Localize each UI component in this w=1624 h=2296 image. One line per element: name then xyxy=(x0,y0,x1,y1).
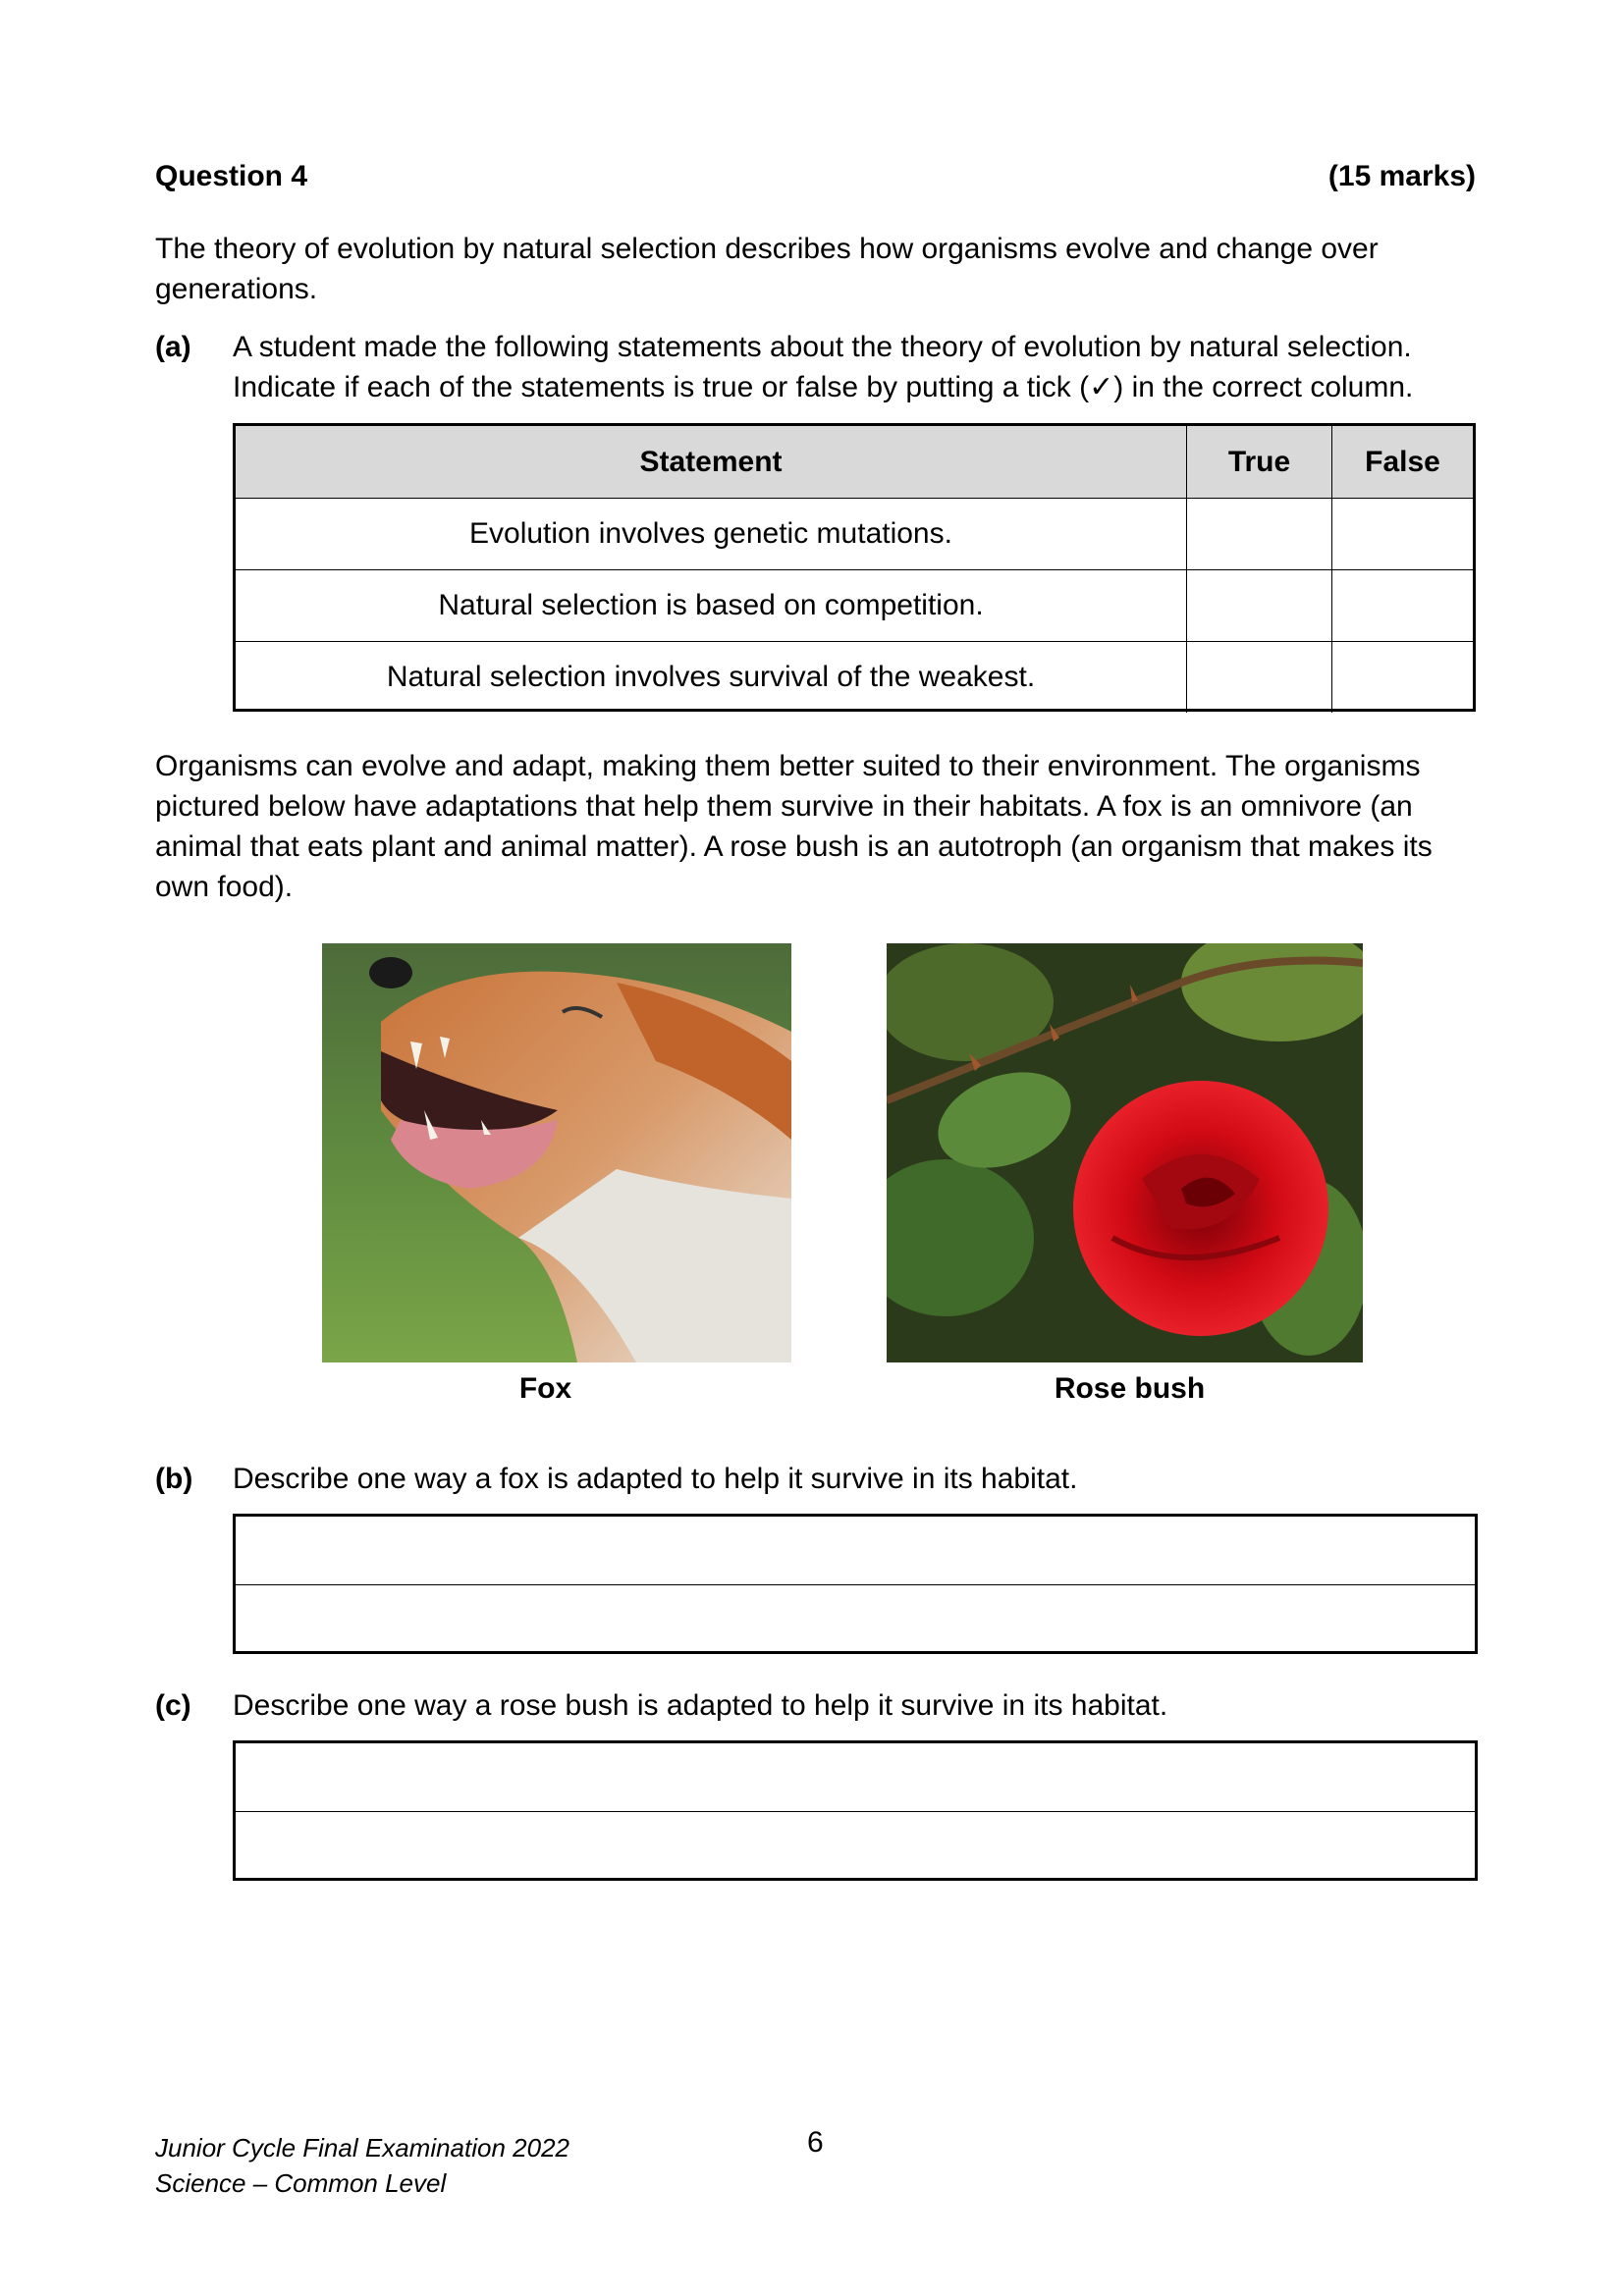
part-c-answer-box[interactable] xyxy=(233,1740,1478,1881)
true-false-table xyxy=(233,423,1476,712)
part-c-text: Describe one way a rose bush is adapted to help it survive in its habitat. xyxy=(233,1689,1168,1722)
true-cell[interactable] xyxy=(1187,499,1332,569)
question-intro: The theory of evolution by natural selection describes how organisms evolve and change over generations. xyxy=(155,233,1379,305)
question-title: Question 4 xyxy=(155,160,308,192)
footer-exam-title: Junior Cycle Final Examination 2022 xyxy=(155,2133,569,2163)
answer-line-divider xyxy=(236,1584,1475,1585)
table-header-row xyxy=(236,426,1473,498)
footer-exam-level: Science – Common Level xyxy=(155,2168,447,2198)
part-a-label: (a) xyxy=(155,331,191,363)
statement-cell: Evolution involves genetic mutations. xyxy=(236,499,1187,569)
footer-exam-info xyxy=(155,2130,569,2201)
rose-bush-photo xyxy=(887,943,1363,1362)
statement-cell: Natural selection involves survival of the weakest. xyxy=(236,642,1187,713)
false-cell[interactable] xyxy=(1332,642,1473,713)
adaptation-paragraph: Organisms can evolve and adapt, making them better suited to their environment. The organisms pictured below have adaptations that help them survive in their habitats. A fox is an omnivore (an animal that eats plant and animal matter). A rose bush is an autotroph (an organism that makes its own food). xyxy=(155,750,1433,903)
true-cell[interactable] xyxy=(1187,642,1332,713)
table-row xyxy=(236,569,1473,641)
question-marks: (15 marks) xyxy=(1327,160,1476,192)
false-cell[interactable] xyxy=(1332,570,1473,641)
fox-caption: Fox xyxy=(518,1372,572,1405)
header-statement: Statement xyxy=(236,426,1187,498)
answer-line-divider xyxy=(236,1811,1475,1812)
part-a-text: A student made the following statements about the theory of evolution by natural selection. Indicate if each of the statements is true or false by putting a tick (✓) in the correct column. xyxy=(233,331,1414,403)
fox-photo xyxy=(322,943,791,1362)
part-b-label: (b) xyxy=(155,1463,193,1495)
part-c-label: (c) xyxy=(155,1689,191,1722)
part-b-answer-box[interactable] xyxy=(233,1514,1478,1654)
true-cell[interactable] xyxy=(1187,570,1332,641)
header-false: False xyxy=(1365,445,1440,478)
statement-cell: Natural selection is based on competition. xyxy=(236,570,1187,641)
header-true: True xyxy=(1187,426,1332,498)
table-row xyxy=(236,641,1473,713)
rose-bush-caption: Rose bush xyxy=(1054,1372,1206,1405)
part-b-text: Describe one way a fox is adapted to help it survive in its habitat. xyxy=(233,1463,1078,1495)
page-number: 6 xyxy=(807,2126,824,2159)
table-row xyxy=(236,498,1473,569)
false-cell[interactable] xyxy=(1332,499,1473,569)
